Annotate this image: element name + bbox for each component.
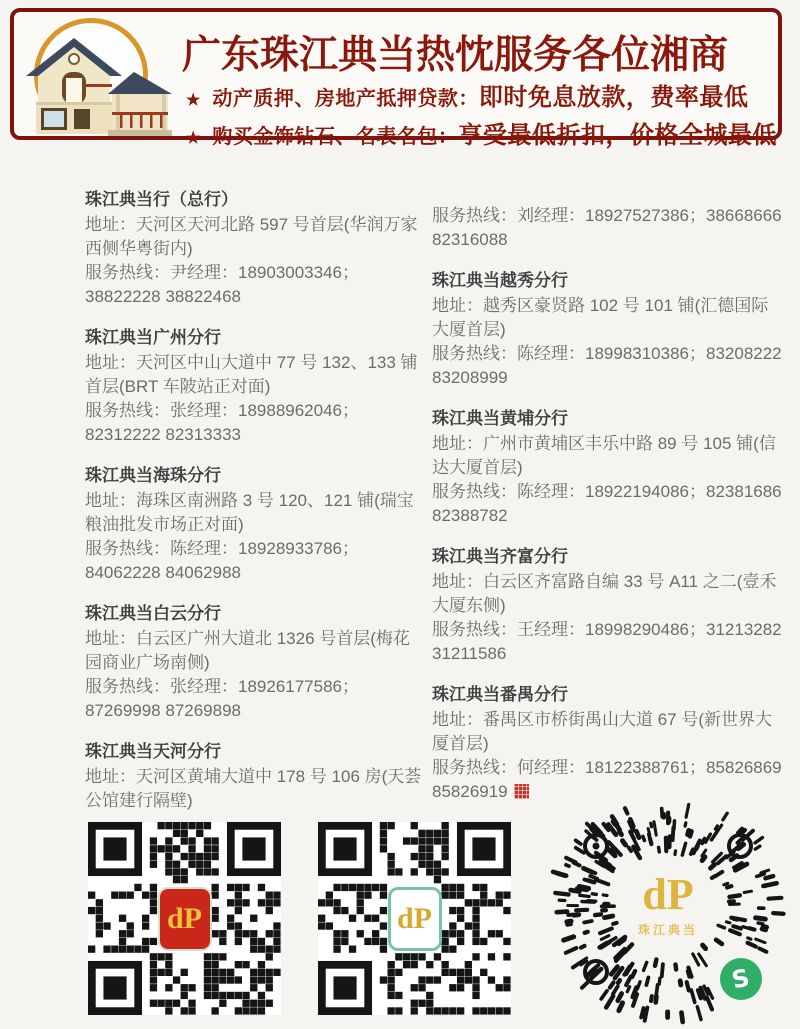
branch-detail-line: 服务热线：陈经理：18998310386；83208222 83208999 <box>432 344 782 387</box>
qrcode-white-logo <box>318 822 511 1015</box>
bullet-emphasis: 即时免息放款，费率最低 <box>478 84 749 111</box>
banner-bullet-2 <box>186 115 786 150</box>
branch-name: 珠江典当天河分行 <box>85 742 221 761</box>
suncode-brand-label: 珠江典当 <box>637 923 698 938</box>
villa-illustration <box>24 32 174 136</box>
red-seal-icon <box>514 784 529 799</box>
banner-bullets <box>186 74 786 150</box>
dp-logo-red <box>158 887 212 951</box>
branch-name: 珠江典当行（总行） <box>85 190 238 209</box>
branch-detail-line: 服务热线：张经理：18988962046；82312222 82313333 <box>85 401 359 444</box>
branch-block <box>85 740 423 813</box>
branch-block <box>432 204 784 252</box>
branch-column-left <box>85 188 423 830</box>
branch-detail-line: 地址：番禺区市桥街禺山大道 67 号(新世界大厦首层) <box>432 710 773 753</box>
branch-detail-line: 服务热线：王经理：18998290486；31213282 31211586 <box>432 620 782 663</box>
branch-name: 珠江典当黄埔分行 <box>432 409 568 428</box>
branch-block <box>432 407 784 528</box>
branch-name: 珠江典当越秀分行 <box>432 271 568 290</box>
bullet-emphasis: 享受最低折扣，价格全城最低 <box>458 122 777 149</box>
branch-detail-line: 地址：天河区天河北路 597 号首层(华润万家西侧华粤街内) <box>85 215 418 258</box>
house-photo <box>24 16 180 138</box>
qrcode-red-logo <box>88 822 281 1015</box>
branch-block <box>85 188 423 309</box>
banner-bullet-1 <box>186 77 786 112</box>
star-icon: ★ <box>186 92 201 109</box>
bullet-label: 动产质押、房地产抵押贷款： <box>212 88 479 110</box>
bullet-label: 购买金饰钻石、名表名包： <box>212 126 459 148</box>
branch-detail-line: 地址：天河区中山大道中 77 号 132、133 铺首层(BRT 车陂站正对面) <box>85 353 418 396</box>
branch-block <box>85 326 423 447</box>
branch-name: 珠江典当广州分行 <box>85 328 221 347</box>
branch-detail-line: 服务热线：尹经理：18903003346；38822228 38822468 <box>85 263 359 306</box>
dp-logo-white <box>388 887 442 951</box>
branch-block <box>432 269 784 390</box>
branch-detail-line: 地址：海珠区南洲路 3 号 120、121 铺(瑞宝粮油批发市场正对面) <box>85 491 414 534</box>
branch-detail-line: 服务热线：何经理：18122388761；85826869 85826919 <box>432 758 782 801</box>
dp-monogram-gold: dP <box>642 870 694 920</box>
banner <box>10 8 782 149</box>
branch-name: 珠江典当齐富分行 <box>432 547 568 566</box>
wechat-minicode <box>548 800 788 1026</box>
branch-detail-line: 服务热线：陈经理：18922194086；82381686 82388782 <box>432 482 782 525</box>
branch-detail-line: 服务热线：陈经理：18928933786；84062228 84062988 <box>85 539 359 582</box>
branch-detail-line: 地址：天河区黄埔大道中 178 号 106 房(天荟公馆建行隔壁) <box>85 767 422 810</box>
branch-detail-line: 地址：白云区齐富路自编 33 号 A11 之二(壹禾大厦东侧) <box>432 572 777 615</box>
branch-column-right <box>432 188 784 821</box>
branch-detail-line: 服务热线：刘经理：18927527386；38668666 82316088 <box>432 206 782 249</box>
branch-name: 珠江典当白云分行 <box>85 604 221 623</box>
dp-monogram: dP <box>166 901 202 935</box>
branch-name: 珠江典当海珠分行 <box>85 466 221 485</box>
suncode-center <box>608 870 728 938</box>
branch-block <box>85 464 423 585</box>
branch-name: 珠江典当番禺分行 <box>432 685 568 704</box>
branch-block <box>432 683 784 804</box>
branch-detail-line: 地址：广州市黄埔区丰乐中路 89 号 105 铺(信达大厦首层) <box>432 434 776 477</box>
dp-monogram: dP <box>396 901 432 935</box>
branch-detail-line: 服务热线：张经理：18926177586；87269998 87269898 <box>85 677 359 720</box>
star-icon: ★ <box>186 130 201 147</box>
branch-detail-line: 地址：越秀区豪贤路 102 号 101 铺(汇德国际大厦首层) <box>432 296 769 339</box>
branch-detail-line: 地址：白云区广州大道北 1326 号首层(梅花园商业广场南侧) <box>85 629 410 672</box>
branch-block <box>432 545 784 666</box>
banner-title: 广东珠江典当热忱服务各位湘商 <box>182 34 729 77</box>
wechat-miniprogram-icon: S <box>720 958 762 1000</box>
branch-block <box>85 602 423 723</box>
